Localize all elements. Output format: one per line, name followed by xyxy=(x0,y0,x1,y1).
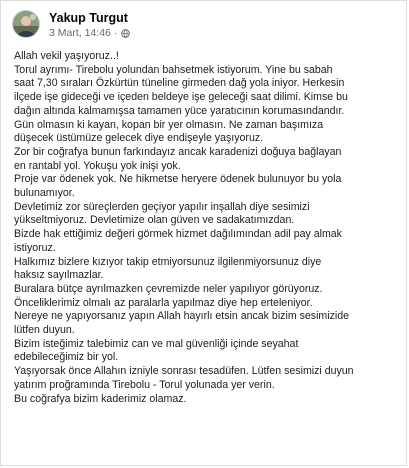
separator-dot: · xyxy=(113,27,118,39)
post-text-line: Yaşıyorsak önce Allahın izniyle sonrası tesadüfen. Lütfen sesimizi duyun xyxy=(14,365,354,378)
post-header xyxy=(12,10,130,40)
post-text-line: dağın altında kalmamışsa tamamen yüce yaratıcının korumasındandır. xyxy=(14,104,345,117)
post-timestamp-row xyxy=(49,27,130,40)
post-text-line: Proje var ödenek yok. Ne hikmetse heryere ödenek bulunuyor bu yola xyxy=(14,173,342,186)
post-text-line: yükseltmiyoruz. Devletimize olan güven ve sadakatımızdan. xyxy=(14,214,295,227)
post-text-line: istiyoruz. xyxy=(14,241,56,254)
post-text-line: bulunamıyor. xyxy=(14,187,75,200)
post-text-line: edebileceğimiz bir yol. xyxy=(14,351,119,364)
post-text-line: ilçede işe gideceği ve içeden beldeye işe geleceği saat dilimi. Kimse bu xyxy=(14,91,348,104)
globe-icon[interactable] xyxy=(121,29,130,38)
post-text-line: haksız sayılmazlar. xyxy=(14,269,104,282)
post-text-line: en rantabl yol. Yokuşu yok inişi yok. xyxy=(14,159,181,172)
post-text-line: Torul ayrımı- Tirebolu yolundan bahsetmek istiyorum. Yine bu sabah xyxy=(14,63,333,76)
post-text-line: düşecek üstümüze gelecek diye endişeyle yaşıyoruz. xyxy=(14,132,264,145)
post-text-line: Nereye ne yapıyorsanız yapın Allah hayırlı etsin ancak bizim sesimizide xyxy=(14,310,350,323)
post-text-line: Gün olmasın ki kayan, kopan bir yer olmasın. Ne zaman başımıza xyxy=(14,118,324,131)
post-text xyxy=(14,50,402,406)
post-text-line: Bu coğrafya bizim kaderimiz olamaz. xyxy=(14,392,187,405)
post-text-line: Allah vekil yaşıyoruz..! xyxy=(14,50,119,62)
post-text-line: Zor bir coğrafya bunun farkındayız ancak karadenizi doğuya bağlayan xyxy=(14,145,342,158)
author-name[interactable]: Yakup Turgut xyxy=(49,11,128,25)
post-text-line: Önceliklerimiz olmalı az paralarla yapılmaz diye hep erteleniyor. xyxy=(14,296,313,309)
post-text-line: yatırım proğramında Tirebolu - Torul yolunada yer verin. xyxy=(14,378,275,391)
profile-avatar[interactable] xyxy=(12,10,40,38)
avatar-photo xyxy=(13,11,39,37)
post-text-line: lütfen duyun. xyxy=(14,324,75,337)
post-date[interactable]: 3 Mart, 14:46 xyxy=(49,27,111,39)
post-text-line: Devletimiz zor süreçlerden geçiyor yapılır inşallah diye sesimizi xyxy=(14,200,310,213)
post-text-line: Halkımız bizlere kızıyor takip etmiyorsunuz ilgilenmiyorsunuz diye xyxy=(14,255,322,268)
post-text-line: saat 7,30 sıraları Özkürtün tüneline girmeden dağ yola iniyor. Herkesin xyxy=(14,77,345,90)
post-text-line: Bizim isteğimiz talebimiz can ve mal güvenliği içinde seyahat xyxy=(14,337,299,350)
post-text-line: Bizde hak ettiğimiz değeri görmek hizmet dağılımından adil pay almak xyxy=(14,228,342,241)
post-text-line: Buralara bütçe ayrılmazken çevremizde neler yapılıyor görüyoruz. xyxy=(14,282,323,295)
post-meta xyxy=(49,11,130,40)
